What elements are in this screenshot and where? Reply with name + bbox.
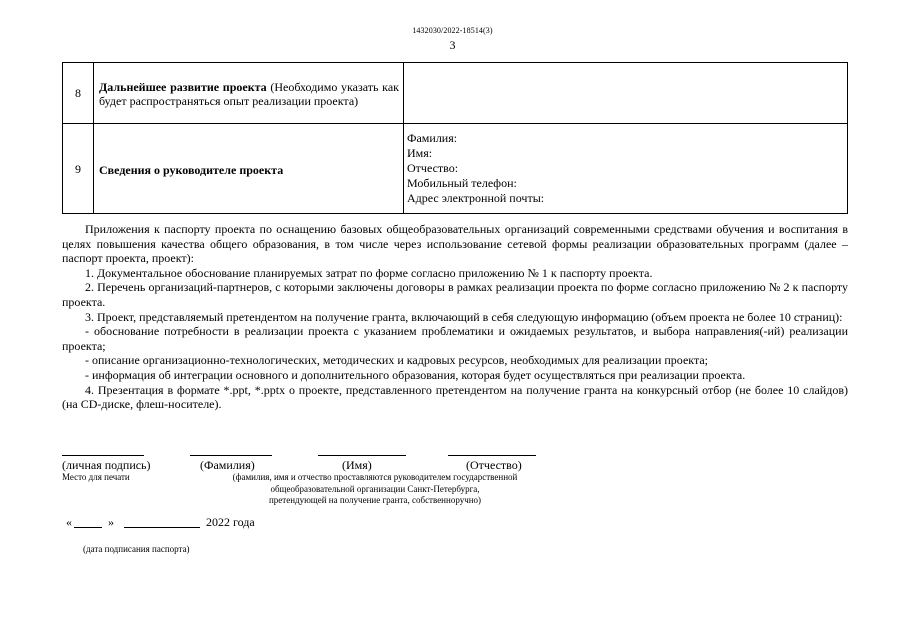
caption-line: претендующей на получение гранта, собственноручно): [268, 495, 482, 505]
signature-caption: [190, 472, 560, 507]
caption-line: общеобразовательной организации Санкт-Петербурга,: [270, 483, 480, 494]
row-value[interactable]: [404, 63, 848, 124]
email-field-label: Адрес электронной почты:: [407, 191, 545, 205]
attachments-text: [62, 222, 848, 412]
stamp-place-label: Место для печати: [62, 472, 130, 482]
date-day-blank[interactable]: [74, 527, 102, 528]
page-number: 3: [449, 38, 456, 52]
signature-blank[interactable]: [62, 455, 144, 456]
patronymic-blank[interactable]: [448, 455, 536, 456]
surname-blank[interactable]: [190, 455, 272, 456]
table-row: [63, 124, 848, 214]
row-number: 8: [63, 63, 94, 124]
patronymic-field-label: Отчество:: [407, 161, 459, 175]
row-number: 9: [63, 124, 94, 214]
row-label: [94, 124, 404, 214]
row-label: [94, 63, 404, 124]
passport-table: [62, 62, 848, 214]
year-label: 2022 года: [206, 515, 255, 529]
list-item: - информация об интеграции основного и дополнительного образования, которая будет осуществляться при реализации проекта.: [85, 367, 746, 382]
intro-paragraph: Приложения к паспорту проекта по оснащению базовых общеобразовательных организаций современными средствами обучения и воспитания в целях повышения качества общего образования, в том числе через использование сетевой формы реализации образовательных программ (далее – паспорт проекта, проект):: [62, 222, 848, 266]
surname-label: (Фамилия): [200, 458, 255, 472]
mobile-phone-field-label: Мобильный телефон:: [407, 176, 517, 190]
row-label-bold: Дальнейшее развитие проекта: [99, 80, 267, 94]
date-open-quote: «: [66, 515, 72, 529]
list-item: 3. Проект, представляемый претендентом на получение гранта, включающий в себя следующую информацию (объем проекта не более 10 страниц):: [85, 309, 843, 324]
date-caption: (дата подписания паспорта): [83, 544, 190, 554]
list-item: 1. Документальное обоснование планируемых затрат по форме согласно приложению № 1 к паспорту проекта.: [85, 265, 653, 280]
doc-number: 1432030/2022-18514(3): [412, 26, 493, 35]
name-field-label: Имя:: [407, 146, 433, 160]
row-label-bold: Сведения о руководителе проекта: [99, 162, 284, 177]
list-item: 2. Перечень организаций-партнеров, с которыми заключены договоры в рамках реализации проекта по форме согласно приложению № 2 к паспорту проекта.: [62, 280, 848, 309]
list-item: 4. Презентация в формате *.ppt, *.pptx о проекте, представленного претендентом на получение гранта на конкурсный отбор (не более 10 слайдов) (на CD-диске, флеш-носителе).: [62, 382, 848, 412]
surname-field-label: Фамилия:: [407, 131, 458, 145]
patronymic-label: (Отчество): [466, 458, 522, 472]
list-item: - описание организационно-технологических, методических и кадровых ресурсов, необходимых для реализации проекта;: [85, 353, 708, 368]
row-label-note: (Необходимо указать как будет распространяться опыт реализации проекта): [99, 80, 399, 108]
row-value[interactable]: [404, 124, 848, 214]
date-month-blank[interactable]: [124, 527, 200, 528]
caption-line: (фамилия, имя и отчество проставляются руководителем государственной: [232, 472, 518, 482]
date-close-quote: »: [108, 515, 114, 529]
name-blank[interactable]: [318, 455, 406, 456]
list-item: - обоснование потребности в реализации проекта с указанием проблематики и ожидаемых результатов, и выбора направления(-ий) реализации проекта;: [62, 324, 848, 353]
personal-signature-label: (личная подпись): [62, 458, 151, 472]
table-row: [63, 63, 848, 124]
name-label: (Имя): [342, 458, 372, 472]
